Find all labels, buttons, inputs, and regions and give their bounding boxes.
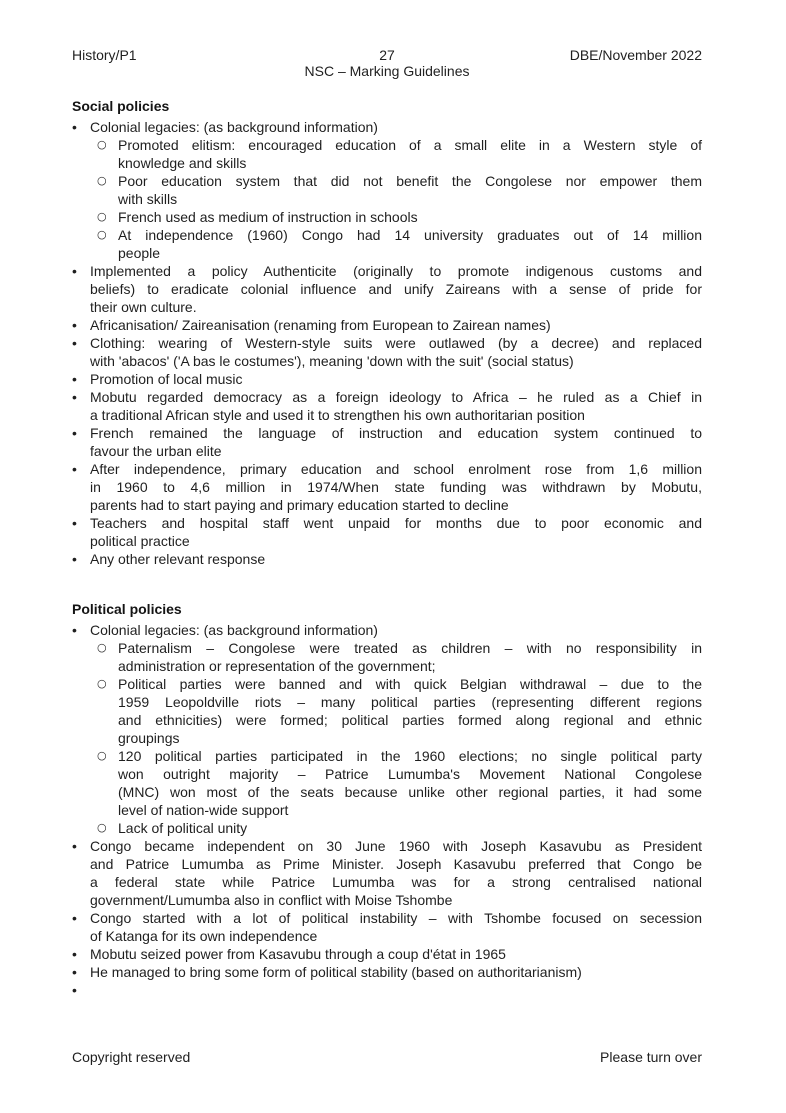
text-line: Teachers and hospital staff went unpaid for months due to poor economic and [90,515,702,531]
text-line: Clothing: wearing of Western-style suits were outlawed (by a decree) and replaced [90,335,702,351]
text-line: Colonial legacies: (as background information) [90,622,378,638]
bullet-icon: • [72,371,77,387]
text-line: won outright majority – Patrice Lumumba's Movement National Congolese [118,766,702,782]
bullet-item [72,550,702,568]
bullet-text [90,514,702,550]
bullet-text [90,118,702,136]
circle-bullet-icon: ○ [97,210,107,223]
text-line: beliefs) to eradicate colonial influence and unify Zaireans with a sense of pride for [90,281,702,297]
bullet-item [72,963,702,981]
sub-bullet-text [118,172,702,208]
text-line: groupings [118,730,180,746]
bullet-icon: • [72,425,77,441]
header-doc-ref: History/P1 [72,47,137,63]
sub-bullet-item [72,819,702,837]
text-line: Congo started with a lot of political instability – with Tshombe focused on secession [90,910,702,926]
text-line: and Patrice Lumumba as Prime Minister. Joseph Kasavubu preferred that Congo be [90,856,702,872]
bullet-text [90,945,702,963]
text-line: level of nation-wide support [118,802,289,818]
text-line: a federal state while Patrice Lumumba was for a strong centralised national [90,874,702,890]
text-line: with skills [118,191,178,207]
page-number: 27 [379,47,395,63]
bullet-item [72,424,702,460]
bullet-item [72,837,702,909]
bullet-icon: • [72,622,77,638]
sub-bullet-text [118,136,702,172]
bullet-item [72,621,702,639]
text-line: Mobutu regarded democracy as a foreign ideology to Africa – he ruled as a Chief in [90,389,702,405]
text-line: (MNC) won most of the seats because unlike other regional parties, it had some [118,784,702,800]
text-line: French used as medium of instruction in schools [118,209,418,225]
sub-bullet-text [118,639,702,675]
bullet-text [90,909,702,945]
text-line: favour the urban elite [90,443,222,459]
bullet-text [90,550,702,568]
bullet-text [90,424,702,460]
text-line: At independence (1960) Congo had 14 university graduates out of 14 million [118,227,702,243]
sub-bullet-item [72,136,702,172]
bullet-text [90,837,702,909]
text-line: Mobutu seized power from Kasavubu through a coup d'état in 1965 [90,946,506,962]
bullet-text [90,388,702,424]
text-line: Congo became independent on 30 June 1960 with Joseph Kasavubu as President [90,838,702,854]
bullet-icon: • [72,838,77,854]
bullet-icon: • [72,515,77,531]
bullet-item [72,514,702,550]
text-line: Lack of political unity [118,820,248,836]
text-line: political practice [90,533,190,549]
bullet-icon: • [72,263,77,279]
political-policies-list [72,621,702,999]
text-line: parents had to start paying and primary education started to decline [90,497,509,513]
sub-bullet-text [118,747,702,819]
text-line: in 1960 to 4,6 million in 1974/When state funding was withdrawn by Mobutu, [90,479,702,495]
social-policies-list [72,118,702,568]
text-line: administration or representation of the government; [118,658,436,674]
bullet-text [90,981,702,999]
sub-bullet-item [72,639,702,675]
footer-copyright: Copyright reserved [72,1049,191,1065]
bullet-item [72,460,702,514]
text-line: 120 political parties participated in the 1960 elections; no single political party [118,748,702,764]
text-line: Africanisation/ Zaireanisation (renaming from European to Zairean names) [90,317,551,333]
sub-bullet-item [72,208,702,226]
sub-bullet-item [72,226,702,262]
page-content [72,97,702,999]
text-line: He managed to bring some form of political stability (based on authoritarianism) [90,964,582,980]
circle-bullet-icon: ○ [97,677,107,690]
text-line: After independence, primary education and school enrolment rose from 1,6 million [90,461,702,477]
bullet-text [90,621,702,639]
text-line: Implemented a policy Authenticite (originally to promote indigenous customs and [90,263,702,279]
text-line: with 'abacos' ('A bas le costumes'), meaning 'down with the suit' (social status) [90,353,574,369]
header-edition: DBE/November 2022 [569,47,702,63]
sub-bullet-item [72,675,702,747]
bullet-icon: • [72,119,77,135]
bullet-icon: • [72,317,77,333]
bullet-icon: • [72,389,77,405]
circle-bullet-icon: ○ [97,138,107,151]
text-line: Promotion of local music [90,371,243,387]
sub-bullet-text [118,208,702,226]
sub-bullet-item [72,172,702,208]
bullet-item [72,909,702,945]
text-line: a traditional African style and used it to strengthen his own authoritarian position [90,407,585,423]
header-subtitle: NSC – Marking Guidelines [304,63,470,79]
text-line: Any other relevant response [90,551,266,567]
bullet-icon: • [72,551,77,567]
bullet-item [72,370,702,388]
text-line: Promoted elitism: encouraged education of a small elite in a Western style of [118,137,702,153]
text-line: people [118,245,161,261]
sub-bullet-text [118,819,702,837]
circle-bullet-icon: ○ [97,749,107,762]
section-heading-political-policies: Political policies [72,601,182,617]
circle-bullet-icon: ○ [97,821,107,834]
page-footer [72,1049,702,1065]
text-line: and ethnicities) were formed; political parties formed along regional and ethnic [118,712,702,728]
bullet-icon: • [72,461,77,477]
circle-bullet-icon: ○ [97,641,107,654]
bullet-item [72,945,702,963]
page-header [0,0,786,63]
text-line [90,981,702,999]
sub-bullet-item [72,747,702,819]
sub-bullet-text [118,226,702,262]
bullet-text [90,460,702,514]
text-line: Political parties were banned and with quick Belgian withdrawal – due to the [118,676,702,692]
bullet-icon: • [72,982,77,998]
bullet-item [72,316,702,334]
bullet-icon: • [72,335,77,351]
text-line: of Katanga for its own independence [90,928,318,944]
bullet-text [90,262,702,316]
bullet-text [90,334,702,370]
text-line: Colonial legacies: (as background information) [90,119,378,135]
text-line: Paternalism – Congolese were treated as children – with no responsibility in [118,640,702,656]
text-line: government/Lumumba also in conflict with Moise Tshombe [90,892,453,908]
bullet-item [72,334,702,370]
circle-bullet-icon: ○ [97,228,107,241]
text-line: Poor education system that did not benefit the Congolese nor empower them [118,173,702,189]
bullet-icon: • [72,964,77,980]
text-line: their own culture. [90,299,197,315]
section-heading-social-policies: Social policies [72,98,170,114]
circle-bullet-icon: ○ [97,174,107,187]
text-line: knowledge and skills [118,155,247,171]
footer-turn-over: Please turn over [600,1049,702,1065]
bullet-text [90,963,702,981]
sub-bullet-text [118,675,702,747]
text-line: French remained the language of instruction and education system continued to [90,425,702,441]
bullet-icon: • [72,910,77,926]
bullet-icon: • [72,946,77,962]
bullet-item [72,262,702,316]
bullet-item [72,118,702,136]
text-line: 1959 Leopoldville riots – many political parties (representing different regions [118,694,702,710]
bullet-item [72,981,702,999]
bullet-item [72,388,702,424]
bullet-text [90,316,702,334]
bullet-text [90,370,702,388]
